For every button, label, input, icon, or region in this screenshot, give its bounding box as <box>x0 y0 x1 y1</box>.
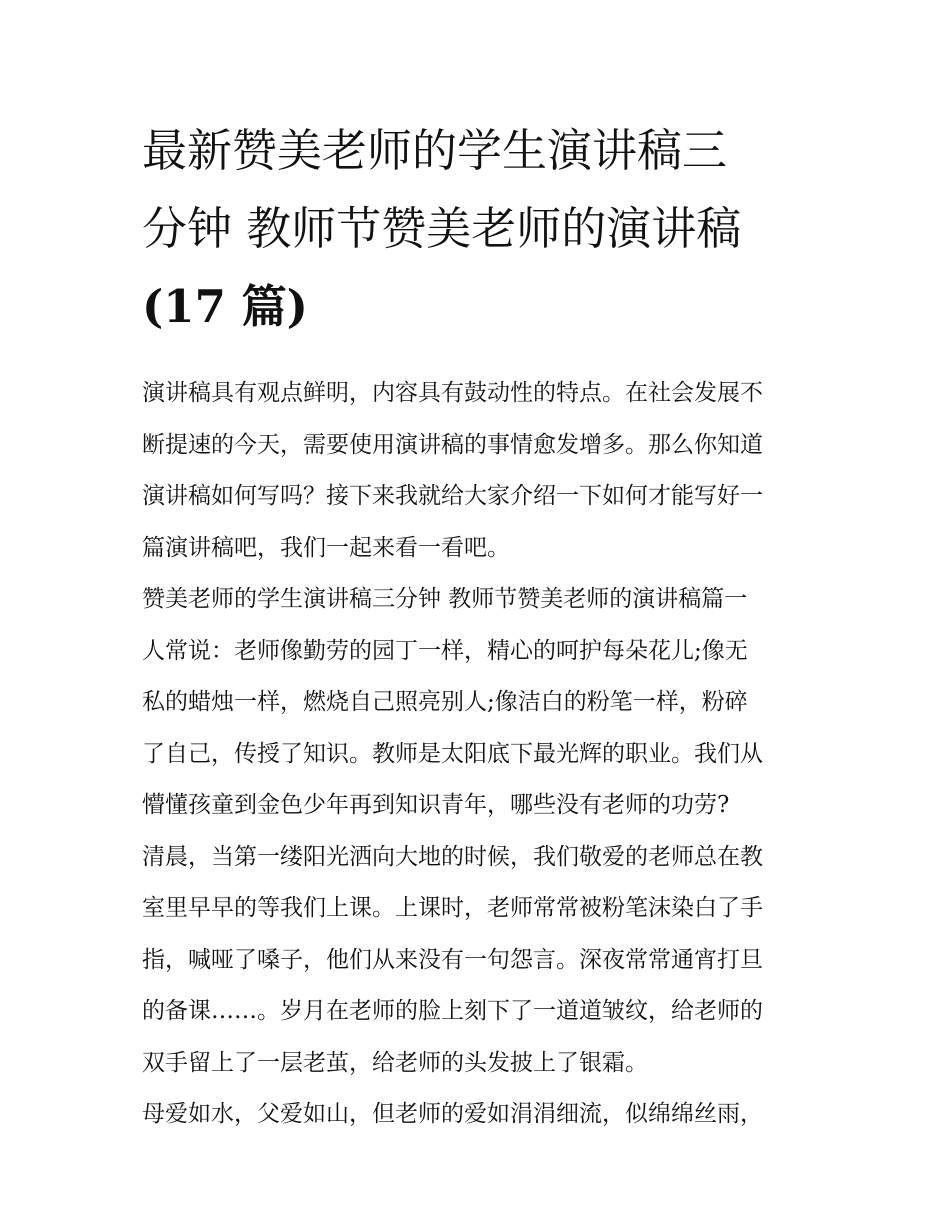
title-line: 最新赞美老师的学生演讲稿三 <box>142 124 728 177</box>
text-line: 懵懂孩童到金色少年再到知识青年，哪些没有老师的功劳? <box>142 792 730 818</box>
paragraph-intro <box>142 368 814 574</box>
text-line: 双手留上了一层老茧，给老师的头发披上了银霜。 <box>142 1049 648 1076</box>
paragraph-essay-one <box>142 574 814 832</box>
document-title <box>142 112 814 346</box>
document-page <box>142 112 814 1141</box>
text-line: 指，喊哑了嗓子，他们从来没有一句怨言。深夜常常通宵打旦 <box>142 946 763 973</box>
document-body <box>142 368 814 1141</box>
title-line: 分钟 教师节赞美老师的演讲稿 <box>142 202 742 255</box>
text-line: 清晨，当第一缕阳光洒向大地的时候，我们敬爱的老师总在教 <box>142 843 763 870</box>
text-line: 篇演讲稿吧，我们一起来看一看吧。 <box>142 534 510 561</box>
text-line: 母爱如水，父爱如山，但老师的爱如涓涓细流，似绵绵丝雨， <box>142 1101 763 1127</box>
title-count: (17 篇) <box>142 280 308 333</box>
text-line: 私的蜡烛一样，燃烧自己照亮别人;像洁白的粉笔一样，粉碎 <box>142 689 748 715</box>
text-line: 断提速的今天，需要使用演讲稿的事情愈发增多。那么你知道 <box>142 431 763 458</box>
text-line: 赞美老师的学生演讲稿三分钟 教师节赞美老师的演讲稿篇一 <box>142 586 748 612</box>
text-line: 了自己，传授了知识。教师是太阳底下最光辉的职业。我们从 <box>142 740 763 767</box>
text-line: 人常说：老师像勤劳的园丁一样，精心的呵护每朵花儿;像无 <box>142 637 748 664</box>
text-line: 演讲稿如何写吗？接下来我就给大家介绍一下如何才能写好一 <box>142 483 763 509</box>
text-line: 的备课……。岁月在老师的脸上刻下了一道道皱纹，给老师的 <box>142 998 763 1024</box>
text-line: 演讲稿具有观点鲜明，内容具有鼓动性的特点。在社会发展不 <box>142 380 763 406</box>
paragraph-love <box>142 1089 814 1141</box>
paragraph-morning <box>142 832 814 1090</box>
text-line: 室里早早的等我们上课。上课时，老师常常被粉笔沫染白了手 <box>142 895 763 921</box>
